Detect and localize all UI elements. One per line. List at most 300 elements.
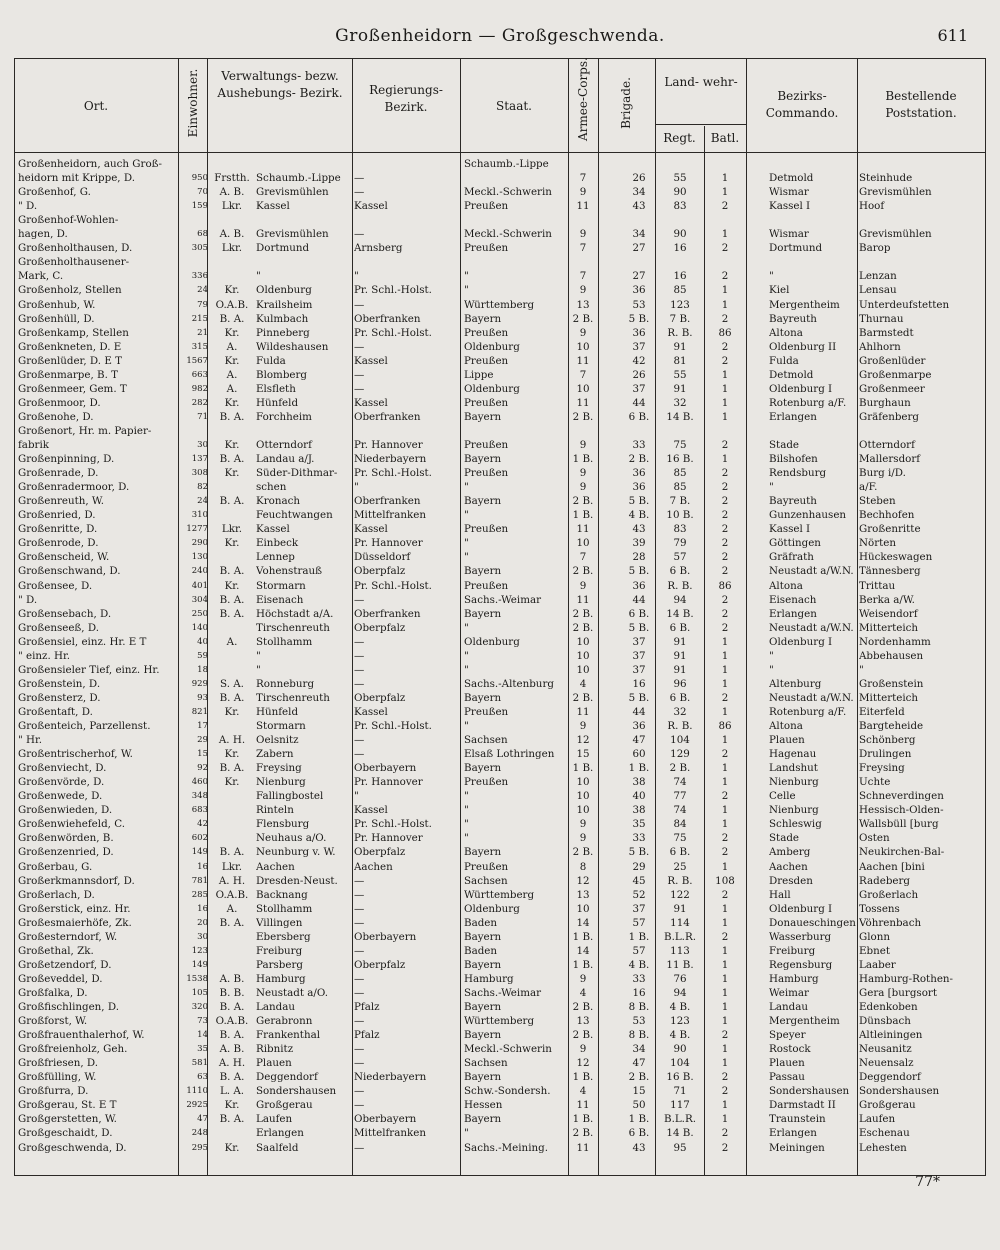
brigade: 36 [632,481,646,494]
einwohner-count: 24 [197,285,208,296]
bezirks-commando: Kassel I [769,523,811,536]
regierungs-bezirk: Oberfranken [354,607,421,620]
brigade: 33 [632,439,646,451]
landwehr-bataillon: 2 [721,593,729,606]
table-row [14,987,986,1000]
landwehr-bataillon: 2 [721,1085,729,1098]
staat: " [464,270,469,283]
armee-corps: 1 B. [572,1071,594,1084]
armee-corps: 14 [576,916,590,929]
landwehr-regiment: 95 [673,1141,687,1154]
regierungs-bezirk: — [354,748,365,761]
landwehr-regiment: 81 [673,354,687,367]
landwehr-regiment: 14 B. [666,410,694,423]
table-row [14,523,986,536]
bezirks-commando: Bayreuth [769,495,817,508]
bezirks-commando: Amberg [769,846,811,859]
brigade: 29 [632,860,646,873]
landwehr-bataillon: 2 [721,270,729,283]
einwohner-count: 42 [197,819,208,830]
verwaltung-type: A. B. [219,228,245,241]
staat: " [464,509,469,522]
table-row [14,1057,986,1070]
armee-corps: 12 [576,734,590,747]
table-row [14,580,986,593]
bezirks-commando: Schleswig [769,818,822,831]
staat: Preußen [464,579,509,592]
bezirks-commando: Plauen [769,1057,805,1070]
einwohner-count: 348 [191,791,208,802]
landwehr-bataillon: 1 [721,453,729,466]
einwohner-count: 149 [191,959,208,970]
verwaltung-type: Lkr. [221,523,243,536]
ort-name: Großenried, D. [18,509,96,522]
armee-corps: 14 [576,944,590,957]
landwehr-bataillon: 1 [721,635,729,648]
armee-corps: 1 B. [572,762,594,775]
regierungs-bezirk: Pr. Schl.-Holst. [354,284,432,297]
einwohner-count: 336 [191,271,208,282]
verwaltung-bezirk: Forchheim [256,410,312,423]
staat: " [464,720,469,732]
regierungs-bezirk: Oberpfalz [354,621,406,634]
table-row [14,565,986,578]
armee-corps: 1 B. [572,509,594,522]
table-row [14,509,986,522]
table-row [14,341,986,354]
table-row [14,903,986,916]
verwaltung-bezirk: Stollhamm [256,902,313,915]
landwehr-regiment: 6 B. [669,621,691,634]
table-row [14,1099,986,1112]
bezirks-commando: Meiningen [769,1141,825,1154]
brigade: 6 B. [628,410,650,423]
landwehr-regiment: 129 [670,748,690,761]
verwaltung-type: A. [226,368,238,381]
regierungs-bezirk: Pr. Schl.-Holst. [354,467,432,480]
regierungs-bezirk: Oberbayern [354,930,417,943]
brigade: 15 [632,1085,646,1098]
verwaltung-type: Kr. [224,1141,240,1154]
poststation: Glonn [859,930,890,943]
brigade: 47 [632,734,646,747]
poststation: Mitterteich [859,621,919,634]
landwehr-bataillon: 2 [721,439,729,451]
staat: Württemberg [464,888,535,901]
bezirks-commando: Oldenburg I [769,902,833,915]
verwaltung-type: Kr. [224,284,240,297]
poststation: Großenlüder [859,354,926,367]
verwaltung-bezirk: schen [256,481,287,494]
bezirks-commando: Altenburg [769,677,822,690]
landwehr-bataillon: 2 [721,200,729,213]
armee-corps: 2 B. [572,312,594,325]
einwohner-count: 47 [197,1114,208,1125]
einwohner-count: 70 [197,187,208,198]
einwohner-count: 21 [197,327,208,338]
landwehr-bataillon: 2 [721,1127,729,1140]
einwohner-count: 73 [197,1016,208,1027]
verwaltung-type: B. A. [219,453,245,466]
bezirks-commando: " [769,649,774,662]
armee-corps: 2 B. [572,846,594,859]
landwehr-regiment: 91 [673,902,687,915]
verwaltung-type: B. A. [219,593,245,606]
einwohner-count: 581 [191,1058,208,1069]
landwehr-bataillon: 2 [721,832,729,845]
brigade: 37 [632,663,646,676]
staat: " [464,551,469,564]
staat: Bayern [464,691,502,704]
landwehr-regiment: 84 [673,818,687,831]
staat: " [464,621,469,634]
bezirks-commando: Mergentheim [769,1015,840,1028]
ort-name: Großgeschaidt, D. [18,1127,113,1140]
verwaltung-type: A. B. [219,972,245,985]
table-row [14,1085,986,1098]
landwehr-bataillon: 2 [721,748,729,761]
landwehr-bataillon: 2 [721,1141,729,1154]
landwehr-bataillon: 1 [721,776,729,789]
regierungs-bezirk: Oberbayern [354,1113,417,1126]
bezirks-commando: Celle [769,790,796,803]
regierungs-bezirk: Kassel [354,705,388,718]
bezirks-commando: Donaueschingen [769,916,856,929]
verwaltung-bezirk: Villingen [256,916,303,929]
brigade: 50 [632,1099,646,1112]
poststation: Schönberg [859,734,916,747]
landwehr-regiment: 113 [670,944,690,957]
ort-name: Großfurra, D. [18,1085,89,1098]
regierungs-bezirk: Oberfranken [354,410,421,423]
verwaltung-type: A. [226,340,238,353]
armee-corps: 12 [576,1057,590,1070]
brigade: 57 [632,944,646,957]
landwehr-regiment: 2 B. [669,762,691,775]
landwehr-bataillon: 1 [721,986,729,999]
ort-name: Großenreuth, W. [18,495,104,508]
landwehr-bataillon: 1 [721,298,729,311]
einwohner-count: 15 [197,749,208,760]
einwohner-count: 16 [197,861,208,872]
poststation: Großerlach [859,888,919,901]
brigade: 36 [632,467,646,480]
einwohner-count: 71 [197,411,208,422]
landwehr-regiment: 79 [673,537,687,550]
page-number: 611 [937,26,968,45]
bezirks-commando: " [769,270,774,283]
einwohner-count: 310 [191,510,208,521]
bezirks-commando: Wismar [769,228,809,241]
verwaltung-type: A. B. [219,186,245,199]
verwaltung-type: O.A.B. [215,1015,249,1028]
verwaltung-type: Lkr. [221,200,243,213]
poststation: Steben [859,495,896,508]
bezirks-commando: Erlangen [769,607,817,620]
brigade: 5 B. [628,495,650,508]
poststation: Abbehausen [859,649,924,662]
brigade: 27 [632,242,646,255]
poststation: Großenritte [859,523,921,536]
staat: " [464,481,469,494]
ort-name: Großenhof-Wohlen- [18,214,119,227]
armee-corps: 10 [576,663,590,676]
table-row [14,608,986,621]
bezirks-commando: Neustadt a/W.N. [769,565,854,578]
ort-name: Großenscheid, W. [18,551,110,564]
poststation: Gera [burgsort [859,986,937,999]
armee-corps: 7 [579,551,587,564]
regierungs-bezirk: Kassel [354,523,388,536]
ort-name: Großeveddel, D. [18,972,103,985]
armee-corps: 13 [576,298,590,311]
staat: Bayern [464,312,502,325]
verwaltung-bezirk: Dortmund [256,242,310,255]
header-poststation: Bestellende Poststation. [885,89,957,120]
brigade: 34 [632,186,646,199]
brigade: 6 B. [628,1127,650,1140]
verwaltung-type: B. A. [219,762,245,775]
verwaltung-type: A. H. [218,874,246,887]
bezirks-commando: Stade [769,439,800,451]
staat: Meckl.-Schwerin [464,186,552,199]
verwaltung-bezirk: Stollhamm [256,635,313,648]
verwaltung-bezirk: Neuhaus a/O. [256,832,327,845]
brigade: 8 B. [628,1001,650,1013]
staat: Meckl.-Schwerin [464,228,552,241]
bezirks-commando: Oldenburg I [769,635,833,648]
regierungs-bezirk: Pfalz [354,1029,380,1042]
bezirks-commando: Bayreuth [769,312,817,325]
table-row [14,959,986,972]
verwaltung-bezirk: " [256,649,261,662]
landwehr-regiment: 32 [673,705,687,718]
einwohner-count: 1567 [186,355,208,366]
bezirks-commando: Regensburg [769,958,833,971]
landwehr-bataillon: 2 [721,340,729,353]
verwaltung-type: Kr. [224,439,240,451]
brigade: 34 [632,1043,646,1056]
bezirks-commando: Aachen [769,860,808,873]
poststation: Hückeswagen [859,551,933,564]
verwaltung-type: B. A. [219,495,245,508]
table-row [14,776,986,789]
brigade: 5 B. [628,312,650,325]
staat: Bayern [464,1029,502,1042]
brigade: 37 [632,635,646,648]
armee-corps: 7 [579,368,587,381]
staat: " [464,832,469,845]
bezirks-commando: Altona [769,579,803,592]
regierungs-bezirk: Kassel [354,396,388,409]
table-row [14,369,986,382]
ort-name: Mark, C. [18,270,64,283]
bezirks-commando: Sondershausen [769,1085,850,1098]
bezirks-commando: Wasserburg [769,930,832,943]
table-row [14,242,986,255]
verwaltung-bezirk: Frankenthal [256,1029,321,1042]
staat: Oldenburg [464,340,520,353]
table-row [14,762,986,775]
landwehr-regiment: 75 [673,832,687,845]
staat: Oldenburg [464,635,520,648]
bezirks-commando: Rendsburg [769,467,827,480]
staat: Sachs.-Weimar [464,593,542,606]
brigade: 44 [632,396,646,409]
ort-name: Großenstein, D. [18,677,101,690]
regierungs-bezirk: Oberpfalz [354,565,406,578]
regierungs-bezirk: — [354,593,365,606]
regierungs-bezirk: — [354,186,365,199]
verwaltung-bezirk: Parsberg [256,958,304,971]
einwohner-count: 35 [197,1044,208,1055]
bezirks-commando: Plauen [769,734,805,747]
verwaltung-bezirk: Deggendorf [256,1071,318,1084]
verwaltung-bezirk: " [256,270,261,283]
landwehr-bataillon: 1 [721,228,729,241]
brigade: 47 [632,1057,646,1070]
armee-corps: 9 [579,186,587,199]
einwohner-count: 29 [197,735,208,746]
table-row [14,636,986,649]
table-row [14,804,986,817]
poststation: Schneverdingen [859,790,944,803]
regierungs-bezirk: Oberbayern [354,762,417,775]
regierungs-bezirk: — [354,368,365,381]
einwohner-count: 929 [191,678,208,689]
verwaltung-bezirk: Rinteln [256,804,294,817]
header-ort: Ort. [83,99,109,113]
armee-corps: 9 [579,439,587,451]
table-row [14,313,986,326]
regierungs-bezirk: Niederbayern [354,1071,427,1084]
landwehr-bataillon: 1 [721,1015,729,1028]
staat: Württemberg [464,1015,535,1028]
verwaltung-type: B. A. [219,846,245,859]
table-row [14,832,986,845]
bezirks-commando: Gunzenhausen [769,509,847,522]
landwehr-bataillon: 1 [721,804,729,817]
armee-corps: 11 [576,1099,590,1112]
armee-corps: 7 [579,270,587,283]
poststation: a/F. [859,481,878,494]
staat: Bayern [464,1071,502,1084]
ort-name: Großgerau, St. E T [18,1099,117,1112]
armee-corps: 2 B. [572,1127,594,1140]
table-row [14,692,986,705]
verwaltung-bezirk: Saalfeld [256,1141,299,1154]
poststation: Lenzan [859,270,897,283]
table-row [14,664,986,677]
landwehr-regiment: 7 B. [669,312,691,325]
ort-name: Großenohe, D. [18,410,94,423]
ort-name: Großensee, D. [18,579,93,592]
header-bezirks-commando: Bezirks- Commando. [765,89,839,120]
brigade: 53 [632,298,646,311]
einwohner-count: 304 [191,594,208,605]
regierungs-bezirk: Oberpfalz [354,691,406,704]
landwehr-bataillon: 86 [718,326,732,339]
regierungs-bezirk: Oberpfalz [354,846,406,859]
landwehr-bataillon: 2 [721,481,729,494]
staat: Preußen [464,354,509,367]
ort-name: Großenhub, W. [18,298,96,311]
table-row [14,481,986,494]
landwehr-regiment: 55 [673,368,687,381]
einwohner-count: 602 [191,833,208,844]
ort-name: Großenschwand, D. [18,565,121,578]
poststation: Freysing [859,762,905,775]
landwehr-bataillon: 1 [721,1113,729,1126]
landwehr-regiment: 91 [673,663,687,676]
landwehr-bataillon: 2 [721,565,729,578]
armee-corps: 10 [576,649,590,662]
header-landwehr: Land- wehr- [664,75,738,89]
verwaltung-bezirk: Dresden-Neust. [256,874,338,887]
bezirks-commando: Freiburg [769,944,816,957]
armee-corps: 8 [579,860,587,873]
verwaltung-type: O.A.B. [215,888,249,901]
verwaltung-bezirk: Kulmbach [256,312,309,325]
bezirks-commando: " [769,481,774,494]
landwehr-bataillon: 2 [721,495,729,508]
landwehr-regiment: 71 [673,1085,687,1098]
staat: Hamburg [464,972,514,985]
staat: " [464,1127,469,1140]
verwaltung-type: B. A. [219,1113,245,1126]
armee-corps: 11 [576,1141,590,1154]
einwohner-count: 285 [191,889,208,900]
bezirks-commando: Landau [769,1001,808,1013]
bezirks-commando: Oldenburg II [769,340,837,353]
armee-corps: 9 [579,832,587,845]
staat: Preußen [464,467,509,480]
einwohner-count: 137 [191,454,208,465]
einwohner-count: 18 [197,664,208,675]
table-row [14,355,986,368]
poststation: Burg i/D. [859,467,906,480]
brigade: 36 [632,720,646,732]
landwehr-bataillon: 2 [721,354,729,367]
armee-corps: 2 B. [572,1001,594,1013]
regierungs-bezirk: " [354,790,359,803]
verwaltung-type: Kr. [224,396,240,409]
armee-corps: 9 [579,1043,587,1056]
brigade: 37 [632,340,646,353]
ort-name: " D. [18,593,38,606]
table-row [14,818,986,831]
landwehr-bataillon: 1 [721,677,729,690]
landwehr-bataillon: 2 [721,790,729,803]
landwehr-bataillon: 2 [721,607,729,620]
regierungs-bezirk: — [354,888,365,901]
poststation: Mallersdorf [859,453,921,466]
staat: Preußen [464,242,509,255]
armee-corps: 7 [579,172,587,185]
staat: Bayern [464,930,502,943]
bezirks-commando: Eisenach [769,593,817,606]
verwaltung-bezirk: Höchstadt a/A. [256,607,334,620]
armee-corps: 2 B. [572,621,594,634]
landwehr-regiment: 16 [673,270,687,283]
ort-name: Großensiel, einz. Hr. E T [18,635,147,648]
staat: Preußen [464,860,509,873]
brigade: 26 [632,172,646,185]
verwaltung-bezirk: Laufen [256,1113,293,1126]
landwehr-regiment: 11 B. [666,958,694,971]
regierungs-bezirk: — [354,1141,365,1154]
landwehr-regiment: R. B. [667,579,693,592]
